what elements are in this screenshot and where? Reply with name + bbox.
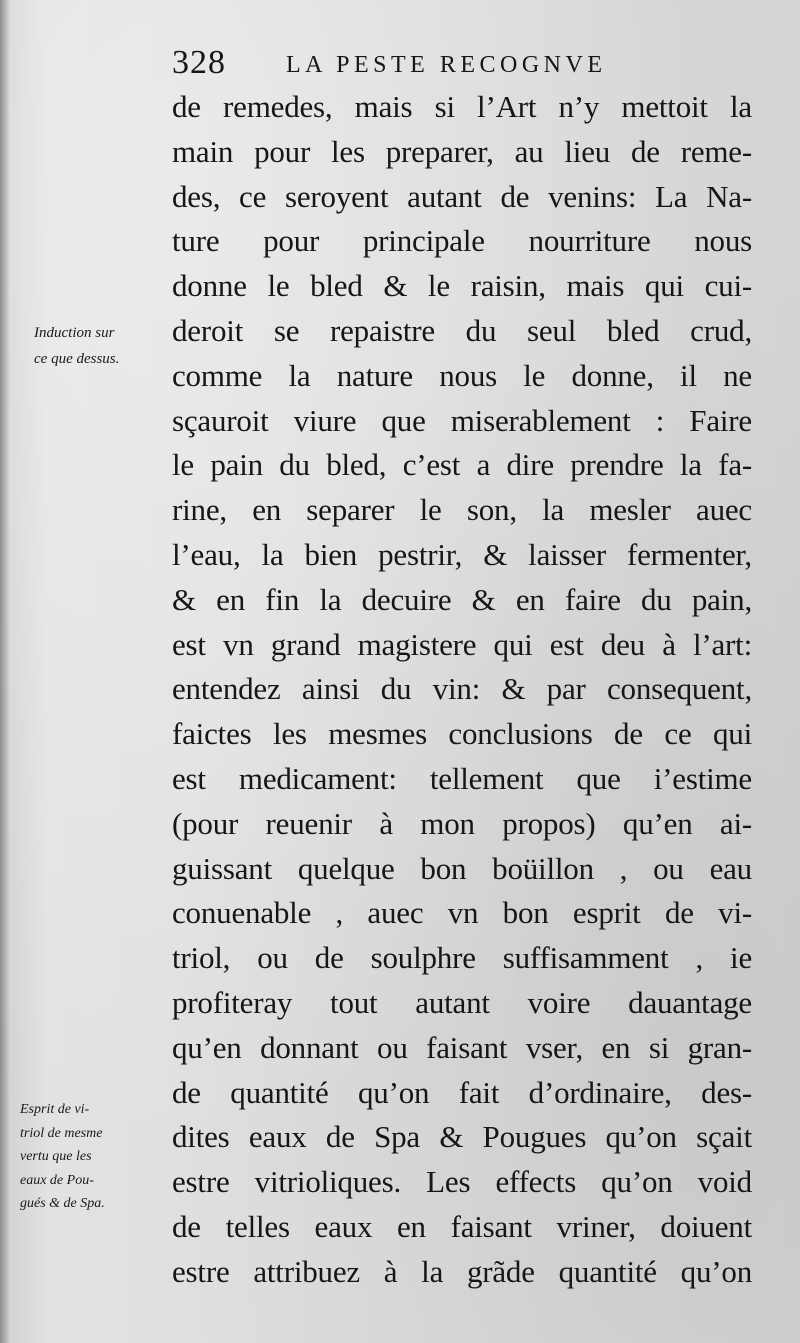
text-line: des, ce seroyent autant de venins: La Na- [172,178,752,214]
margin-note-line: Induction sur [34,325,115,341]
text-line: donne le bled & le raisin, mais qui cui- [172,268,752,304]
body-text [172,85,752,1295]
text-line: estre attribuez à la grãde quantité qu’on [172,1253,752,1289]
text-line: sçauroit viure que miserablement : Faire [172,402,752,438]
text-line: est vn grand magistere qui est deu à l’art: [172,626,752,662]
text-line: (pour reuenir à mon propos) qu’en ai- [172,805,752,841]
margin-note-line: triol de mesme [20,1125,103,1141]
margin-note-line: ce que dessus. [34,351,120,367]
text-line: profiteray tout autant voire dauantage [172,984,752,1020]
text-line: de remedes, mais si l’Art n’y mettoit la [172,89,752,124]
text-line: conuenable , auec vn bon esprit de vi- [172,895,752,931]
margin-note-line: vertu que les [20,1149,92,1164]
page-header [172,44,752,90]
text-line: main pour les preparer, au lieu de reme- [172,133,752,169]
running-title: LA PESTE RECOGNVE [286,52,607,78]
text-line: l’eau, la bien pestrir, & laisser fermenter, [172,536,752,572]
text-line: estre vitrioliques. Les effects qu’on void [172,1164,752,1200]
margin-note-induction [34,320,156,372]
text-line: de telles eaux en faisant vriner, doiuent [172,1208,752,1244]
text-line: rine, en separer le son, la mesler auec [172,492,752,528]
margin-note-esprit-de-vitriol [20,1098,162,1216]
text-line: guissant quelque bon boüillon , ou eau [172,850,752,886]
margin-note-line: Esprit de vi- [20,1102,90,1117]
text-line: dites eaux de Spa & Pougues qu’on sçait [172,1119,752,1155]
text-line: le pain du bled, c’est a dire prendre la fa- [172,447,752,483]
text-line: & en fin la decuire & en faire du pain, [172,581,752,617]
text-line: faictes les mesmes conclusions de ce qui [172,716,752,752]
text-line: de quantité qu’on fait d’ordinaire, des- [172,1074,752,1110]
text-line: triol, ou de soulphre suffisamment , ie [172,940,752,976]
text-line: est medicament: tellement que i’estime [172,760,752,796]
page-number: 328 [172,44,226,81]
text-line: qu’en donnant ou faisant vser, en si gran- [172,1029,752,1065]
margin-note-line: eaux de Pou- [20,1172,94,1188]
text-line: ture pour principale nourriture nous [172,223,752,259]
text-line: comme la nature nous le donne, il ne [172,357,752,393]
text-line: entendez ainsi du vin: & par consequent, [172,671,752,707]
text-line: deroit se repaistre du seul bled crud, [172,312,752,348]
margin-note-line: gués & de Spa. [20,1196,105,1211]
